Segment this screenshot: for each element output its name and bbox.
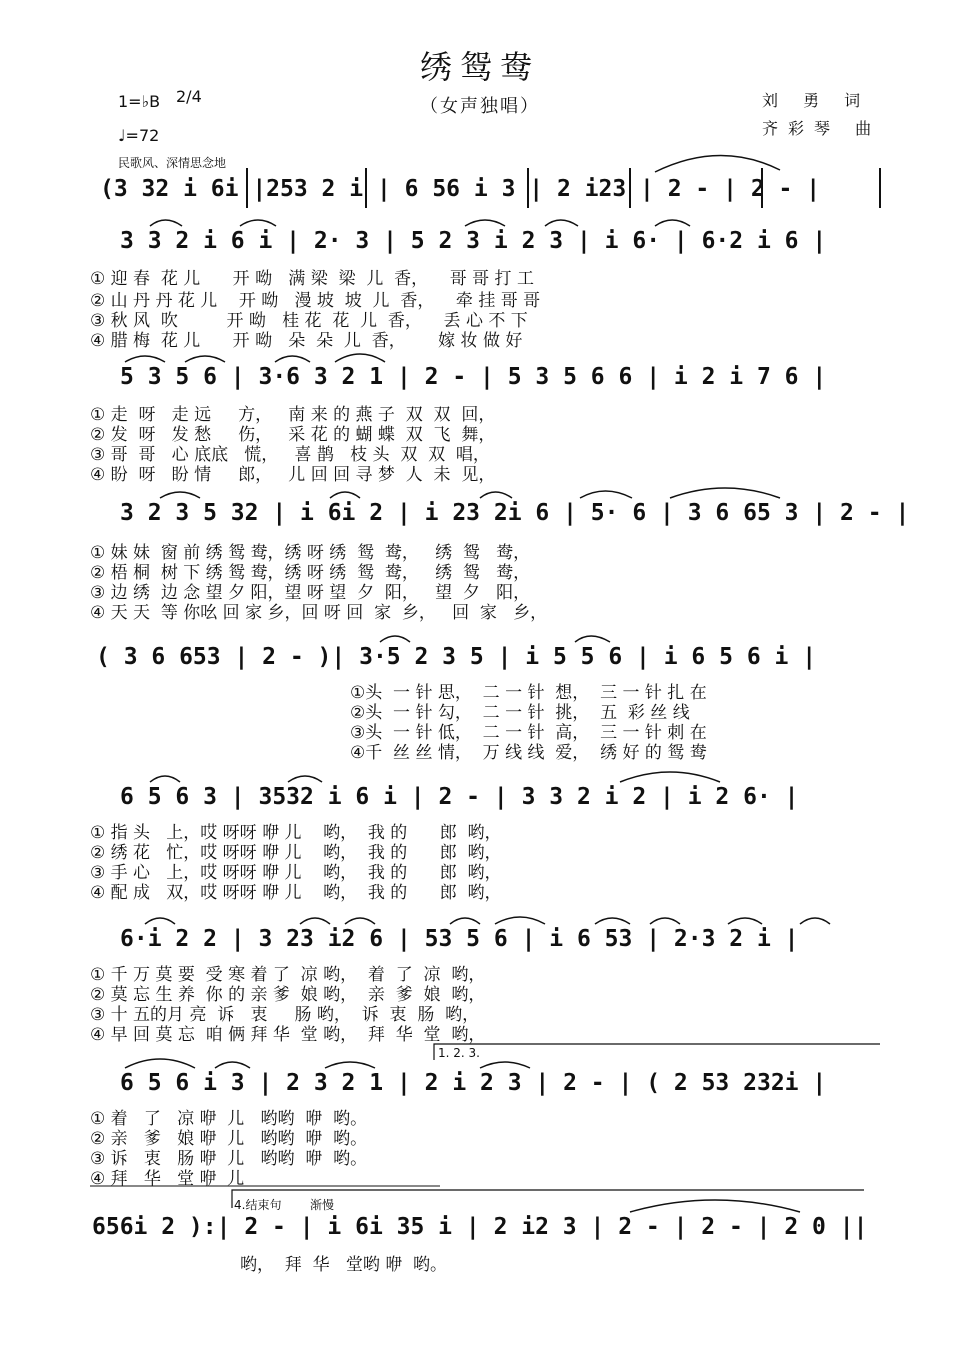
lyric-row-6-verse-1: ① 指 头 上，哎 呀呀 咿 儿 哟， 我 的 郎 哟，	[90, 823, 502, 843]
notation-row-8: 6 5 6 i 3 | 2 3 2 1 | 2 i 2 3 | 2 - | ( 2 53 232i |	[120, 1070, 827, 1096]
lyricist-credit: 刘 勇 词	[762, 91, 871, 110]
lyric-row-8-verse-2: ② 亲 爹 娘 咿 儿 哟哟 咿 哟。	[90, 1129, 368, 1149]
lyric-row-3-verse-1: ① 走 呀 走 远 方， 南 来 的 燕 子 双 双 回，	[90, 405, 496, 425]
notation-row-1: (3 32 i 6i |253 2 i | 6 56 i 3 | 2 i23 | 2 - | 2 - |	[100, 176, 821, 202]
lyric-row-7-verse-1: ① 千 万 莫 要 受 寒 着 了 凉 哟， 着 了 凉 哟，	[90, 965, 486, 985]
lyric-row-2-verse-4: ④ 腊 梅 花 儿 开 呦 朵 朵 儿 香， 嫁 妆 做 好	[90, 331, 523, 351]
lyric-row-5-verse-2: ②头 一 针 勾， 二 一 针 挑， 五 彩 丝 线	[350, 703, 690, 723]
notation-row-3: 5 3 5 6 | 3·6 3 2 1 | 2 - | 5 3 5 6 6 | i 2 i 7 6 |	[120, 364, 827, 390]
lyric-row-4-verse-1: ① 妹 妹 窗 前 绣 鸳 鸯，绣 呀 绣 鸳 鸯， 绣 鸳 鸯，	[90, 543, 531, 563]
lyric-row-4-verse-4: ④ 天 天 等 你吆 回 家 乡，回 呀 回 家 乡， 回 家 乡，	[90, 603, 548, 623]
lyric-row-6-verse-2: ② 绣 花 忙，哎 呀呀 咿 儿 哟， 我 的 郎 哟，	[90, 843, 502, 863]
lyric-row-7-verse-3: ③ 十 五的月 亮 诉 衷 肠 哟， 诉 衷 肠 哟，	[90, 1005, 480, 1025]
tempo-marking: ♩=72	[118, 126, 160, 145]
notation-row-7: 6·i 2 2 | 3 23 i2 6 | 53 5 6 | i 6 53 | 2·3 2 i |	[120, 926, 799, 952]
time-signature-text: 2/4	[176, 87, 202, 106]
notation-row-9: 656i 2 ):| 2 - | i 6i 35 i | 2 i2 3 | 2 - | 2 - | 2 0 ||	[92, 1214, 868, 1240]
tempo-change-marking: 渐慢	[310, 1198, 335, 1212]
slurs	[125, 155, 830, 1212]
notation-row-6: 6 5 6 3 | 3532 i 6 i | 2 - | 3 3 2 i 2 | i 2 6· |	[120, 784, 799, 810]
expression-note: 民歌风、深情思念地	[118, 156, 227, 170]
song-title: 绣鸳鸯	[419, 48, 540, 86]
volta-first-ending: 1. 2. 3.	[438, 1046, 480, 1060]
notation-row-2: 3 3 2 i 6 i | 2· 3 | 5 2 3 i 2 3 | i 6· | 6·2 i 6 |	[120, 228, 827, 254]
barlines-row-1	[247, 168, 880, 208]
lyric-row-4-verse-2: ② 梧 桐 树 下 绣 鸳 鸯，绣 呀 绣 鸳 鸯， 绣 鸳 鸯，	[90, 563, 531, 583]
lyric-row-5-verse-4: ④千 丝 丝 情， 万 线 线 爱， 绣 好 的 鸳 鸯	[350, 743, 707, 763]
volta-ending-coda: 4.结束句	[234, 1198, 282, 1212]
lyric-row-8-verse-1: ① 着 了 凉 咿 儿 哟哟 咿 哟。	[90, 1109, 368, 1129]
key-signature: 1=♭B	[118, 92, 161, 111]
lyric-row-8-verse-3: ③ 诉 衷 肠 咿 儿 哟哟 咿 哟。	[90, 1149, 368, 1169]
volta-brackets	[232, 1044, 880, 1208]
notation-row-5: ( 3 6 653 | 2 - )| 3·5 2 3 5 | i 5 5 6 | i 6 5 6 i |	[96, 644, 817, 670]
lyric-row-5-verse-3: ③头 一 针 低， 二 一 针 高， 三 一 针 刺 在	[350, 723, 707, 743]
lyric-row-8-verse-4: ④ 拜 华 堂 咿 儿	[90, 1169, 245, 1189]
lyric-row-3-verse-2: ② 发 呀 发 愁 伤， 采 花 的 蝴 蝶 双 飞 舞，	[90, 425, 496, 445]
notation-row-4: 3 2 3 5 32 | i 6i 2 | i 23 2i 6 | 5· 6 | 3 6 65 3 | 2 - |	[120, 500, 910, 526]
composer-credit: 齐彩琴 曲	[762, 119, 882, 138]
lyric-row-2-verse-1: ① 迎 春 花 儿 开 呦 满 梁 梁 儿 香， 哥 哥 打 工	[90, 269, 534, 289]
song-subtitle: （女声独唱）	[420, 96, 540, 117]
lyric-row-6-verse-4: ④ 配 成 双，哎 呀呀 咿 儿 哟， 我 的 郎 哟，	[90, 883, 502, 903]
lyric-row-2-verse-2: ② 山 丹 丹 花 儿 开 呦 漫 坡 坡 儿 香， 牵 挂 哥 哥	[90, 291, 541, 311]
lyric-row-7-verse-2: ② 莫 忘 生 养 你 的 亲 爹 娘 哟， 亲 爹 娘 哟，	[90, 985, 486, 1005]
lyric-row-3-verse-4: ④ 盼 呀 盼 情 郎， 儿 回 回 寻 梦 人 未 见，	[90, 465, 496, 485]
lyric-row-2-verse-3: ③ 秋 风 吹 开 呦 桂 花 花 儿 香， 丢 心 不 下	[90, 311, 528, 331]
lyric-row-3-verse-3: ③ 哥 哥 心 底底 慌， 喜 鹊 枝 头 双 双 唱，	[90, 445, 490, 465]
lyric-row-7-verse-4: ④ 早 回 莫 忘 咱 俩 拜 华 堂 哟， 拜 华 堂 哟，	[90, 1025, 486, 1045]
lyric-row-5-verse-1: ①头 一 针 思， 二 一 针 想， 三 一 针 扎 在	[350, 683, 707, 703]
lyric-row-4-verse-3: ③ 边 绣 边 念 望 夕 阳，望 呀 望 夕 阳， 望 夕 阳，	[90, 583, 531, 603]
lyric-row-9: 哟， 拜 华 堂哟 咿 哟。	[240, 1255, 448, 1275]
lyric-row-6-verse-3: ③ 手 心 上，哎 呀呀 咿 儿 哟， 我 的 郎 哟，	[90, 863, 502, 883]
